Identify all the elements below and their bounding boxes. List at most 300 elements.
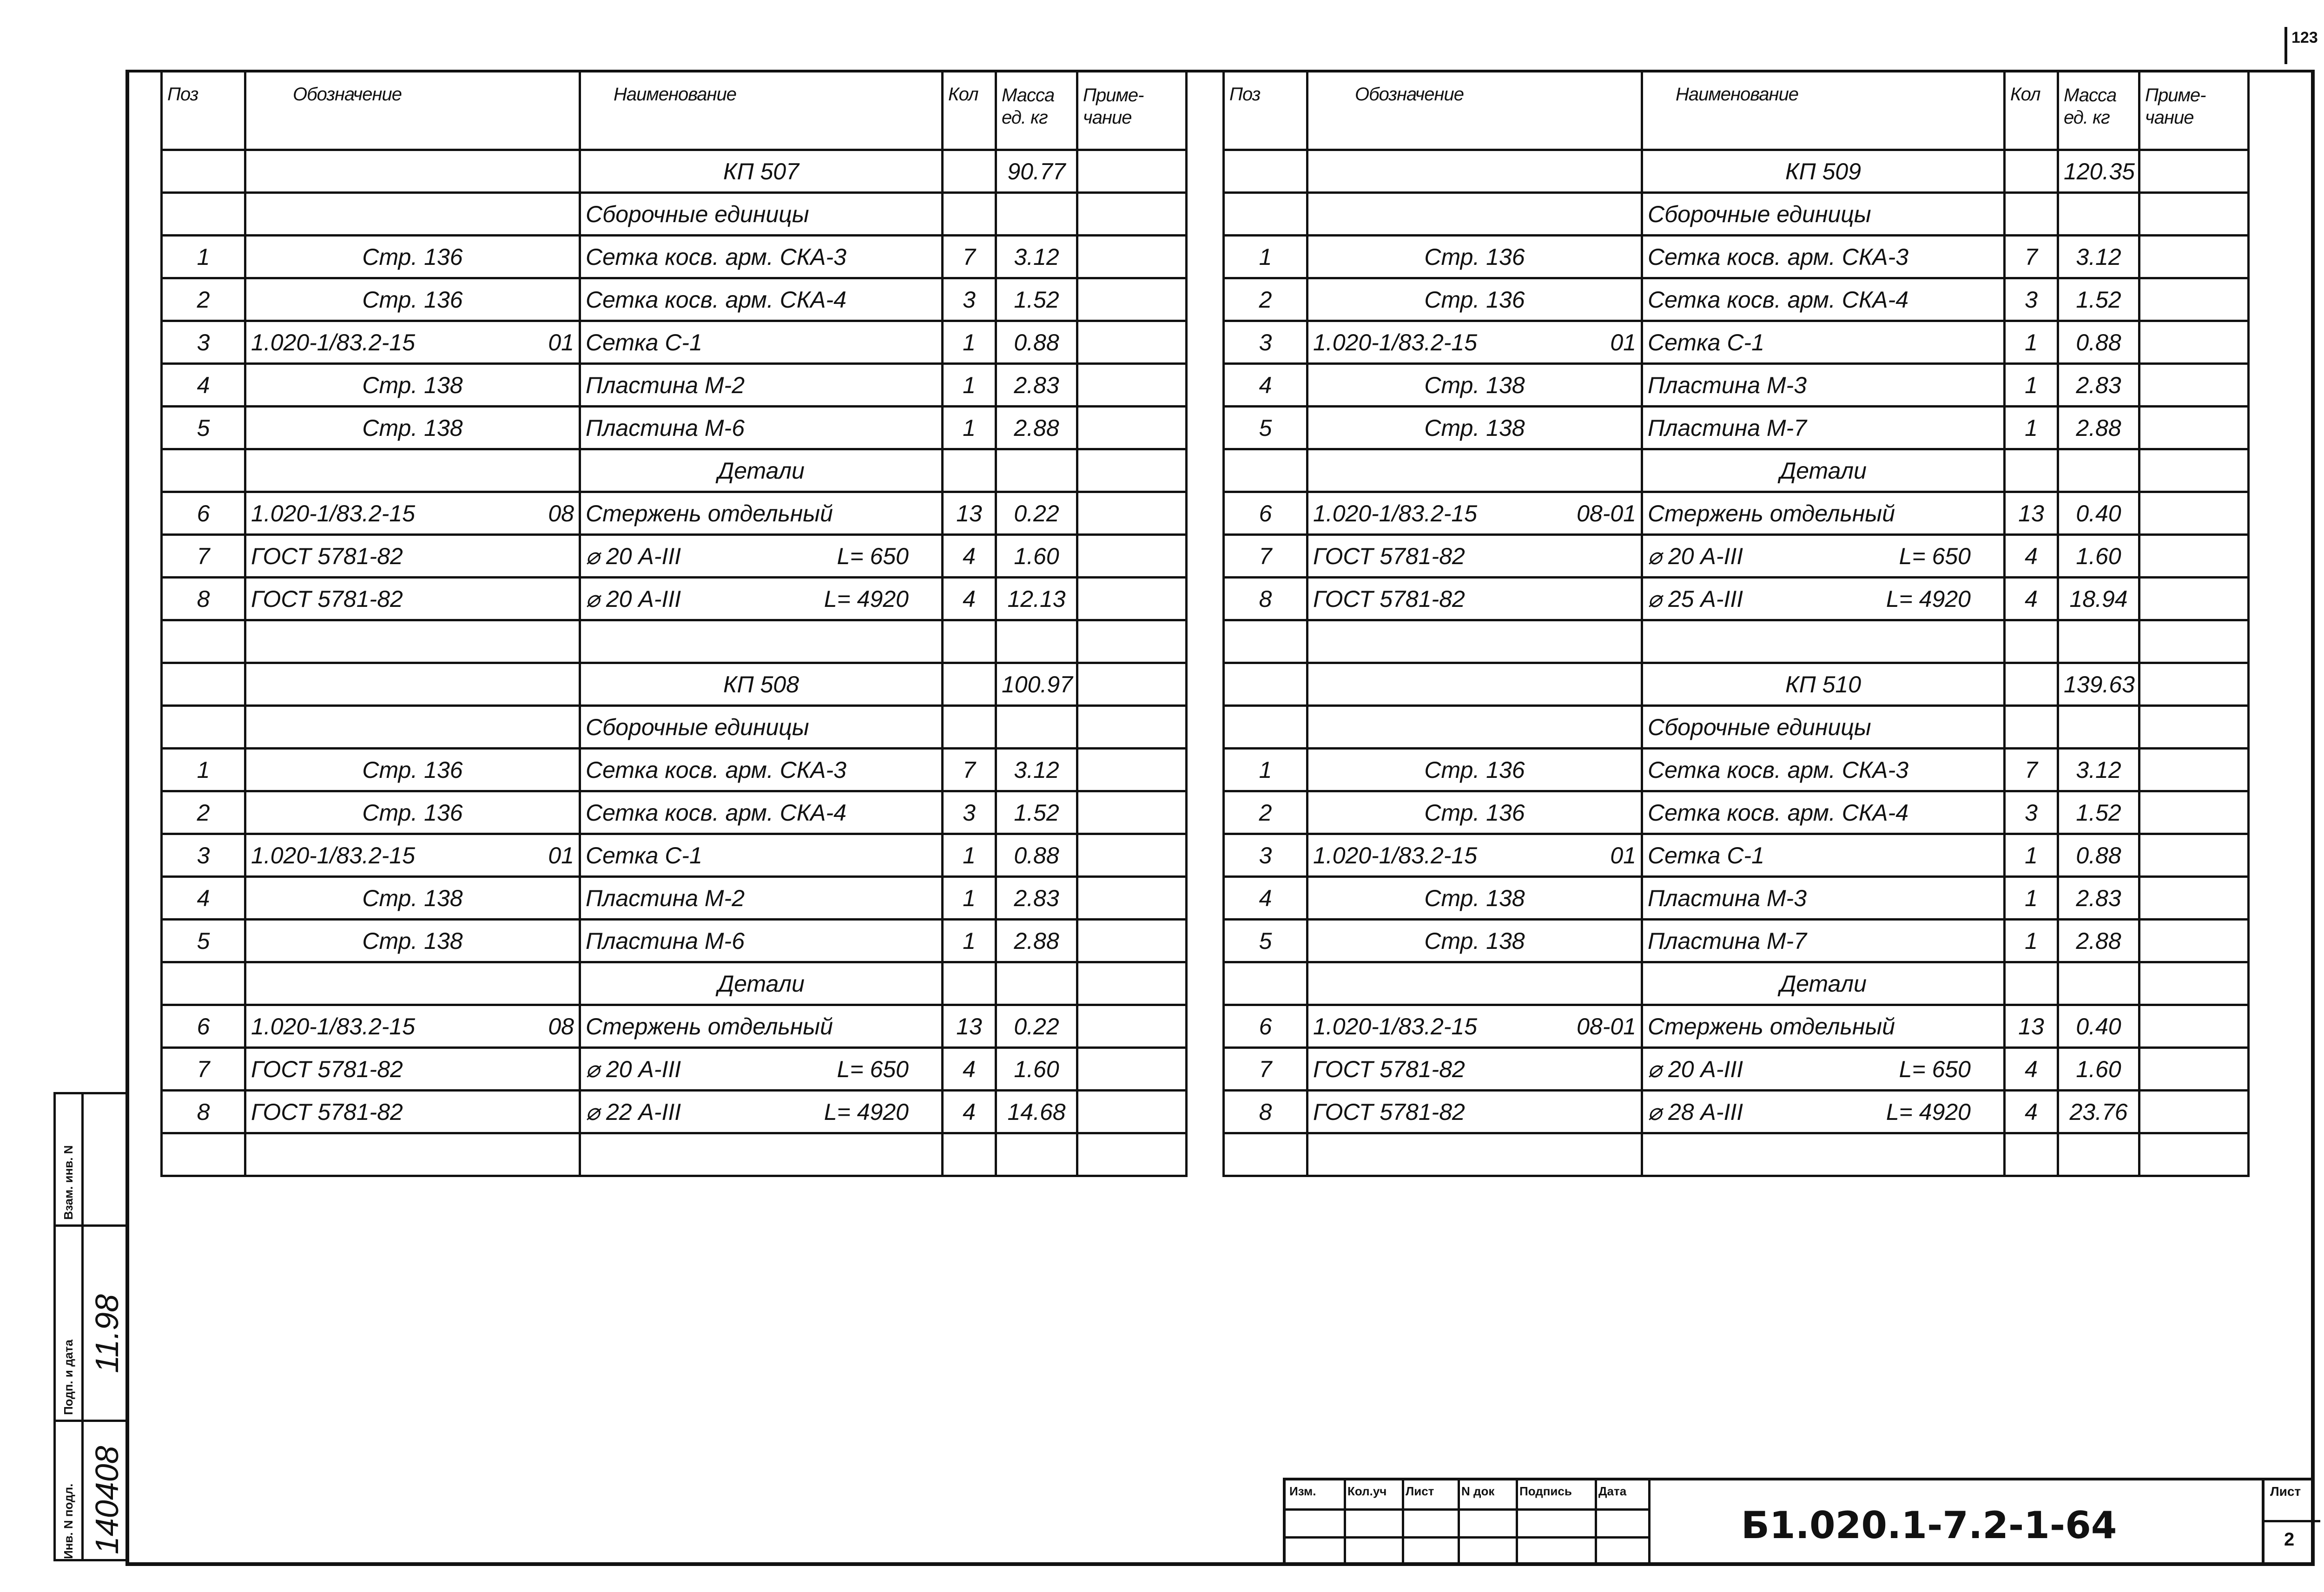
note-cell xyxy=(2139,834,2249,877)
note-cell xyxy=(1077,278,1187,321)
designation-cell xyxy=(245,150,580,193)
designation-cell xyxy=(245,407,580,449)
pos-cell xyxy=(1224,193,1307,236)
qty-cell: 1 xyxy=(943,321,996,364)
qty-cell: 13 xyxy=(943,1005,996,1048)
section-heading: Сборочные единицы xyxy=(580,706,943,749)
spec-table-right xyxy=(1222,70,2250,1177)
bar-length: L= 4920 xyxy=(1886,1099,1971,1125)
page-number: 123 xyxy=(2291,29,2318,46)
pos-cell xyxy=(162,150,245,193)
mass-cell xyxy=(996,449,1077,492)
designation-text: ГОСТ 5781-82 xyxy=(251,585,403,612)
pos-cell: 7 xyxy=(1224,1048,1307,1091)
mass-cell: 1.60 xyxy=(2058,535,2139,578)
designation-text: ГОСТ 5781-82 xyxy=(1313,1056,1465,1082)
designation-text: Стр. 136 xyxy=(1424,799,1525,826)
qty-cell xyxy=(943,150,996,193)
name-text: Стержень отдельный xyxy=(586,500,833,526)
stamp-inv-value: 140408 xyxy=(89,1446,125,1554)
pos-cell: 2 xyxy=(1224,791,1307,834)
name-text: Пластина М-6 xyxy=(586,928,745,954)
pos-cell xyxy=(1224,1133,1307,1176)
designation-code: 08 xyxy=(548,500,574,526)
tb-col-date: Дата xyxy=(1595,1480,1651,1563)
header-name: Наименование xyxy=(1642,71,2005,150)
table-row xyxy=(162,1091,1187,1133)
tb-col-list: Лист xyxy=(1402,1480,1460,1563)
designation-cell xyxy=(1307,1091,1642,1133)
name-cell xyxy=(580,278,943,321)
note-cell xyxy=(2139,236,2249,278)
pos-cell: 8 xyxy=(162,1091,245,1133)
designation-text: Стр. 138 xyxy=(362,414,463,441)
designation-text: Стр. 136 xyxy=(362,286,463,313)
name-cell xyxy=(1642,321,2005,364)
qty-cell: 4 xyxy=(943,1048,996,1091)
qty-cell: 1 xyxy=(2005,407,2058,449)
pos-cell: 7 xyxy=(162,535,245,578)
qty-cell: 4 xyxy=(2005,1091,2058,1133)
title-block xyxy=(1283,1478,2315,1566)
pos-cell: 4 xyxy=(162,877,245,920)
qty-cell: 4 xyxy=(943,578,996,620)
note-cell xyxy=(1077,706,1187,749)
qty-cell: 3 xyxy=(943,791,996,834)
table-row xyxy=(1224,1091,2249,1133)
designation-doc: 1.020-1/83.2-15 xyxy=(1313,1013,1478,1039)
note-cell xyxy=(1077,492,1187,535)
designation-cell xyxy=(245,834,580,877)
sheet-cell xyxy=(2262,1480,2320,1563)
designation-text: Стр. 136 xyxy=(1424,286,1525,313)
designation-text: Стр. 138 xyxy=(1424,928,1525,954)
name-cell xyxy=(1642,620,2005,663)
name-text: Сетка косв. арм. СКА-4 xyxy=(1648,799,1909,826)
name-text: Сетка С-1 xyxy=(1648,329,1764,355)
header-designation: Обозначение xyxy=(1307,71,1642,150)
mass-cell: 1.52 xyxy=(2058,278,2139,321)
mass-cell xyxy=(2058,962,2139,1005)
table-row xyxy=(162,150,1187,193)
header-note: Приме- чание xyxy=(2139,71,2249,150)
table-row xyxy=(162,492,1187,535)
mass-cell: 3.12 xyxy=(996,749,1077,791)
table-row xyxy=(1224,236,2249,278)
designation-cell xyxy=(1307,1048,1642,1091)
designation-cell xyxy=(1307,364,1642,407)
qty-cell: 4 xyxy=(2005,578,2058,620)
designation-cell xyxy=(245,620,580,663)
mass-cell: 1.60 xyxy=(996,1048,1077,1091)
designation-cell xyxy=(245,578,580,620)
designation-text: Стр. 136 xyxy=(362,243,463,270)
table-row xyxy=(1224,749,2249,791)
mass-cell xyxy=(996,620,1077,663)
qty-cell xyxy=(943,449,996,492)
designation-cell xyxy=(245,492,580,535)
table-row xyxy=(1224,193,2249,236)
designation-code: 08 xyxy=(548,1013,574,1039)
designation-cell xyxy=(1307,791,1642,834)
qty-cell xyxy=(943,620,996,663)
pos-cell xyxy=(162,193,245,236)
bar-length: L= 4920 xyxy=(824,1099,909,1125)
designation-code: 01 xyxy=(548,329,574,355)
qty-cell xyxy=(2005,962,2058,1005)
qty-cell xyxy=(2005,449,2058,492)
pos-cell: 2 xyxy=(162,791,245,834)
designation-text: ГОСТ 5781-82 xyxy=(251,1056,403,1082)
note-cell xyxy=(1077,236,1187,278)
table-row xyxy=(162,706,1187,749)
qty-cell xyxy=(943,663,996,706)
designation-cell xyxy=(1307,749,1642,791)
designation-text: Стр. 138 xyxy=(1424,414,1525,441)
table-row xyxy=(1224,1005,2249,1048)
note-cell xyxy=(1077,578,1187,620)
bar-size: ⌀ 20 А-III xyxy=(586,1056,681,1082)
note-cell xyxy=(1077,1091,1187,1133)
designation-cell xyxy=(1307,236,1642,278)
name-cell xyxy=(1642,834,2005,877)
qty-cell: 1 xyxy=(2005,877,2058,920)
designation-cell xyxy=(245,535,580,578)
mass-cell: 14.68 xyxy=(996,1091,1077,1133)
header-designation: Обозначение xyxy=(245,71,580,150)
designation-cell xyxy=(1307,1133,1642,1176)
table-row xyxy=(1224,321,2249,364)
table-row xyxy=(1224,578,2249,620)
section-heading: Детали xyxy=(580,449,943,492)
qty-cell xyxy=(943,706,996,749)
note-cell xyxy=(2139,877,2249,920)
note-cell xyxy=(2139,193,2249,236)
name-cell xyxy=(580,877,943,920)
pos-cell xyxy=(162,706,245,749)
pos-cell: 5 xyxy=(162,920,245,962)
qty-cell: 1 xyxy=(943,364,996,407)
mass-cell xyxy=(2058,193,2139,236)
designation-text: Стр. 136 xyxy=(1424,757,1525,783)
tb-rule xyxy=(2265,1520,2320,1522)
name-cell xyxy=(1642,578,2005,620)
table-row xyxy=(162,449,1187,492)
note-cell xyxy=(1077,150,1187,193)
designation-cell xyxy=(1307,620,1642,663)
note-cell xyxy=(1077,1133,1187,1176)
designation-text: ГОСТ 5781-82 xyxy=(1313,1099,1465,1125)
mass-cell: 3.12 xyxy=(996,236,1077,278)
bar-length: L= 650 xyxy=(1899,543,1971,569)
note-cell xyxy=(2139,407,2249,449)
mass-cell: 2.83 xyxy=(996,877,1077,920)
pos-cell xyxy=(162,620,245,663)
name-text: Сетка косв. арм. СКА-3 xyxy=(586,757,847,783)
qty-cell xyxy=(943,193,996,236)
note-cell xyxy=(2139,620,2249,663)
name-cell xyxy=(580,620,943,663)
mass-cell: 0.22 xyxy=(996,1005,1077,1048)
designation-text: Стр. 136 xyxy=(362,757,463,783)
qty-cell: 3 xyxy=(2005,278,2058,321)
bar-length: L= 650 xyxy=(837,543,909,569)
designation-text: Стр. 138 xyxy=(1424,885,1525,911)
table-row xyxy=(162,877,1187,920)
pos-cell xyxy=(1224,663,1307,706)
table-row xyxy=(162,1005,1187,1048)
pos-cell xyxy=(1224,449,1307,492)
designation-cell xyxy=(245,321,580,364)
designation-text: Стр. 138 xyxy=(1424,372,1525,398)
note-cell xyxy=(1077,407,1187,449)
designation-code: 01 xyxy=(1610,329,1636,355)
tb-col-kol: Кол.уч xyxy=(1344,1480,1404,1563)
designation-cell xyxy=(245,278,580,321)
note-cell xyxy=(2139,278,2249,321)
qty-cell: 7 xyxy=(943,749,996,791)
name-cell xyxy=(580,1133,943,1176)
mass-cell: 2.88 xyxy=(996,407,1077,449)
mass-cell: 1.52 xyxy=(996,278,1077,321)
designation-cell xyxy=(245,877,580,920)
qty-cell: 1 xyxy=(2005,920,2058,962)
table-row xyxy=(1224,1133,2249,1176)
designation-cell xyxy=(245,962,580,1005)
pos-cell: 7 xyxy=(1224,535,1307,578)
table-row xyxy=(1224,834,2249,877)
name-text: Сетка косв. арм. СКА-4 xyxy=(586,799,847,826)
section-heading: Сборочные единицы xyxy=(580,193,943,236)
qty-cell: 1 xyxy=(943,407,996,449)
name-cell xyxy=(580,1048,943,1091)
pos-cell: 3 xyxy=(1224,321,1307,364)
designation-cell xyxy=(1307,962,1642,1005)
sheet-number: 2 xyxy=(2284,1529,2295,1550)
name-text: Сетка С-1 xyxy=(586,842,702,868)
pos-cell: 7 xyxy=(162,1048,245,1091)
name-cell xyxy=(580,364,943,407)
designation-doc: 1.020-1/83.2-15 xyxy=(1313,842,1478,868)
mass-cell: 3.12 xyxy=(2058,749,2139,791)
qty-cell: 7 xyxy=(943,236,996,278)
name-cell xyxy=(1642,278,2005,321)
designation-cell xyxy=(1307,193,1642,236)
designation-cell xyxy=(1307,407,1642,449)
name-text: Сетка косв. арм. СКА-3 xyxy=(1648,243,1909,270)
mass-cell: 0.88 xyxy=(996,321,1077,364)
designation-text: Стр. 138 xyxy=(362,372,463,398)
mass-cell: 2.83 xyxy=(996,364,1077,407)
header-mass: Масса ед. кг xyxy=(2058,71,2139,150)
name-cell xyxy=(580,535,943,578)
qty-cell xyxy=(943,1133,996,1176)
table-row xyxy=(1224,706,2249,749)
name-text: Сетка косв. арм. СКА-4 xyxy=(586,286,847,313)
bar-size: ⌀ 20 А-III xyxy=(1648,543,1743,569)
name-cell xyxy=(1642,920,2005,962)
designation-text: ГОСТ 5781-82 xyxy=(1313,585,1465,612)
name-cell xyxy=(1642,1005,2005,1048)
mass-cell xyxy=(996,193,1077,236)
table-row xyxy=(1224,877,2249,920)
pos-cell: 8 xyxy=(162,578,245,620)
name-cell xyxy=(580,321,943,364)
mass-cell xyxy=(2058,620,2139,663)
qty-cell xyxy=(2005,193,2058,236)
designation-cell xyxy=(1307,1005,1642,1048)
mass-cell: 12.13 xyxy=(996,578,1077,620)
table-row xyxy=(162,749,1187,791)
mass-cell: 0.40 xyxy=(2058,1005,2139,1048)
designation-doc: 1.020-1/83.2-15 xyxy=(251,500,416,526)
pos-cell xyxy=(162,1133,245,1176)
table-row xyxy=(162,834,1187,877)
table-row xyxy=(162,620,1187,663)
pos-cell: 4 xyxy=(1224,877,1307,920)
section-heading: Детали xyxy=(580,962,943,1005)
designation-code: 08-01 xyxy=(1577,1013,1636,1039)
name-text: Сетка С-1 xyxy=(586,329,702,355)
pos-cell: 6 xyxy=(162,492,245,535)
mass-cell: 1.60 xyxy=(996,535,1077,578)
note-cell xyxy=(1077,535,1187,578)
group-title: КП 510 xyxy=(1642,663,2005,706)
note-cell xyxy=(2139,706,2249,749)
note-cell xyxy=(2139,150,2249,193)
name-cell xyxy=(580,749,943,791)
designation-cell xyxy=(245,1005,580,1048)
stamp-label-replace: Взам. инв. N xyxy=(61,1145,75,1220)
mass-cell: 2.88 xyxy=(2058,920,2139,962)
name-cell xyxy=(1642,407,2005,449)
designation-text: Стр. 138 xyxy=(362,928,463,954)
name-cell xyxy=(580,920,943,962)
designation-cell xyxy=(245,663,580,706)
designation-cell xyxy=(245,1091,580,1133)
mass-cell xyxy=(2058,449,2139,492)
name-cell xyxy=(1642,535,2005,578)
mass-cell xyxy=(2058,706,2139,749)
designation-cell xyxy=(1307,150,1642,193)
section-heading: Детали xyxy=(1642,962,2005,1005)
name-cell xyxy=(580,492,943,535)
mass-cell: 1.60 xyxy=(2058,1048,2139,1091)
designation-doc: 1.020-1/83.2-15 xyxy=(251,842,416,868)
bar-size: ⌀ 20 А-III xyxy=(586,543,681,569)
name-cell xyxy=(580,791,943,834)
table-row xyxy=(1224,407,2249,449)
bar-size: ⌀ 22 А-III xyxy=(586,1099,681,1125)
note-cell xyxy=(1077,620,1187,663)
table-row xyxy=(1224,449,2249,492)
designation-doc: 1.020-1/83.2-15 xyxy=(251,1013,416,1039)
designation-cell xyxy=(245,749,580,791)
header-qty: Кол xyxy=(2005,71,2058,150)
mass-cell: 2.83 xyxy=(2058,364,2139,407)
qty-cell: 1 xyxy=(2005,834,2058,877)
name-cell xyxy=(1642,1048,2005,1091)
bar-length: L= 650 xyxy=(1899,1056,1971,1082)
name-cell xyxy=(580,834,943,877)
pos-cell: 8 xyxy=(1224,1091,1307,1133)
table-row xyxy=(1224,663,2249,706)
note-cell xyxy=(2139,962,2249,1005)
table-row xyxy=(162,278,1187,321)
table-row xyxy=(162,791,1187,834)
designation-cell xyxy=(1307,877,1642,920)
section-heading: Детали xyxy=(1642,449,2005,492)
note-cell xyxy=(1077,449,1187,492)
name-cell xyxy=(1642,877,2005,920)
spec-table-left xyxy=(160,70,1188,1177)
designation-text: ГОСТ 5781-82 xyxy=(251,1099,403,1125)
pos-cell: 6 xyxy=(162,1005,245,1048)
name-cell xyxy=(1642,236,2005,278)
table-row xyxy=(1224,920,2249,962)
designation-text: ГОСТ 5781-82 xyxy=(1313,543,1465,569)
qty-cell: 4 xyxy=(2005,1048,2058,1091)
pos-cell: 4 xyxy=(1224,364,1307,407)
qty-cell xyxy=(2005,663,2058,706)
table-row xyxy=(1224,620,2249,663)
name-cell xyxy=(1642,492,2005,535)
bar-length: L= 4920 xyxy=(824,585,909,612)
note-cell xyxy=(1077,1005,1187,1048)
note-cell xyxy=(2139,749,2249,791)
designation-cell xyxy=(245,1133,580,1176)
qty-cell: 1 xyxy=(943,920,996,962)
qty-cell: 1 xyxy=(943,834,996,877)
qty-cell xyxy=(2005,150,2058,193)
designation-doc: 1.020-1/83.2-15 xyxy=(1313,500,1478,526)
table-row xyxy=(162,364,1187,407)
pos-cell: 2 xyxy=(162,278,245,321)
mass-cell xyxy=(996,706,1077,749)
note-cell xyxy=(1077,193,1187,236)
designation-cell xyxy=(245,364,580,407)
designation-cell xyxy=(1307,706,1642,749)
header-note: Приме- чание xyxy=(1077,71,1187,150)
qty-cell xyxy=(2005,706,2058,749)
mass-cell: 1.52 xyxy=(996,791,1077,834)
note-cell xyxy=(2139,492,2249,535)
name-text: Сетка косв. арм. СКА-3 xyxy=(1648,757,1909,783)
qty-cell: 4 xyxy=(943,535,996,578)
pos-cell: 5 xyxy=(1224,920,1307,962)
designation-cell xyxy=(245,193,580,236)
note-cell xyxy=(1077,791,1187,834)
mass-cell: 3.12 xyxy=(2058,236,2139,278)
qty-cell: 4 xyxy=(943,1091,996,1133)
table-row xyxy=(162,578,1187,620)
designation-cell xyxy=(1307,278,1642,321)
mass-cell: 0.88 xyxy=(2058,834,2139,877)
designation-cell xyxy=(245,920,580,962)
designation-cell xyxy=(1307,321,1642,364)
name-cell xyxy=(1642,364,2005,407)
header-qty: Кол xyxy=(943,71,996,150)
note-cell xyxy=(1077,1048,1187,1091)
page-number-tick xyxy=(2284,27,2287,64)
designation-code: 01 xyxy=(548,842,574,868)
qty-cell xyxy=(943,962,996,1005)
table-row xyxy=(162,1048,1187,1091)
bar-size: ⌀ 20 А-III xyxy=(586,585,681,612)
designation-cell xyxy=(245,706,580,749)
table-row xyxy=(1224,492,2249,535)
name-text: Пластина М-3 xyxy=(1648,885,1807,911)
